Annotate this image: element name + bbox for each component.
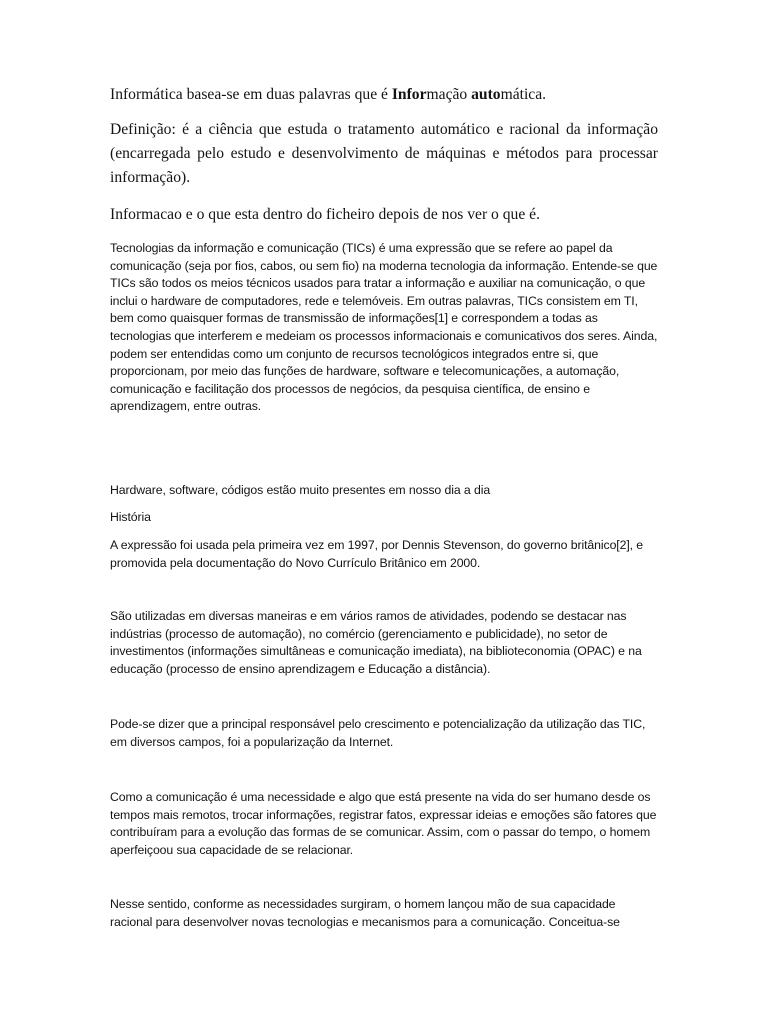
intro-bold-auto: auto [471, 86, 501, 103]
tics-paragraph: Tecnologias da informação e comunicação (TICs) é uma expressão que se refere ao papel da comunicação (seja por fios, cabos, ou sem fio) na moderna tecnologia da informação. Entende-se que TICs são todos os meios técnicos usados para tratar a informação e auxiliar na comunicação, o que inclui o hardware de computadores, rede e telemóveis. Em outras palavras, TICs consistem em TI, bem como quaisquer formas de transmissão de informações[1] e correspondem a todas as tecnologias que interferem e medeiam os processos informacionais e comunicativos dos seres. Ainda, podem ser entendidas como um conjunto de recursos tecnológicos integrados entre si, que proporcionam, por meio das funções de hardware, software e telecomunicações, a automação, comunicação e facilitação dos processos de negócios, da pesquisa científica, de ensino e aprendizagem, entre outras. [110, 241, 658, 414]
intro-lead: Informática basea-se em duas palavras que é [110, 86, 392, 103]
sentido-paragraph: Nesse sentido, conforme as necessidades surgiram, o homem lançou mão de sua capacidade racional para desenvolver novas tecnologias e mecanismos para a comunicação. Conceitua-se [110, 897, 620, 929]
utilizadas-paragraph: São utilizadas em diversas maneiras e em vários ramos de atividades, podendo se destacar nas indústrias (processo de automação), no comércio (gerenciamento e publicidade), no setor de investimentos (informações simultâneas e comunicação imediata), na biblioteconomia (OPAC) e na educação (processo de ensino aprendizagem e Educação a distância). [110, 609, 642, 676]
informacao-paragraph: Informacao e o que esta dentro do ficheiro depois de nos ver o que é. [110, 206, 540, 223]
historia-paragraph: A expressão foi usada pela primeira vez em 1997, por Dennis Stevenson, do governo britânico[2], e promovida pela documentação do Novo Currículo Britânico em 2000. [110, 538, 644, 570]
intro-mid: mação [426, 86, 472, 103]
intro-tail: mática. [500, 86, 547, 103]
definition-paragraph: Definição: é a ciência que estuda o tratamento automático e racional da informação (encarregada pelo estudo e desenvolvimento de máquinas e métodos para processar informação). [110, 121, 658, 186]
intro-bold-infor: Infor [391, 86, 427, 103]
comunicacao-paragraph: Como a comunicação é uma necessidade e algo que está presente na vida do ser humano desde os tempos mais remotos, trocar informações, registrar fatos, expressar ideias e emoções são fatores que contribuíram para a evolução das formas de se comunicar. Assim, com o passar do tempo, o homem aperfeiçoou sua capacidade de se relacionar. [110, 790, 657, 857]
internet-paragraph: Pode-se dizer que a principal responsável pelo crescimento e potencialização da utilização das TIC, em diversos campos, foi a popularização da Internet. [110, 717, 646, 749]
historia-heading: História [110, 510, 151, 524]
intro-paragraph [110, 83, 658, 107]
hardware-line: Hardware, software, códigos estão muito presentes em nosso dia a dia [110, 483, 491, 497]
